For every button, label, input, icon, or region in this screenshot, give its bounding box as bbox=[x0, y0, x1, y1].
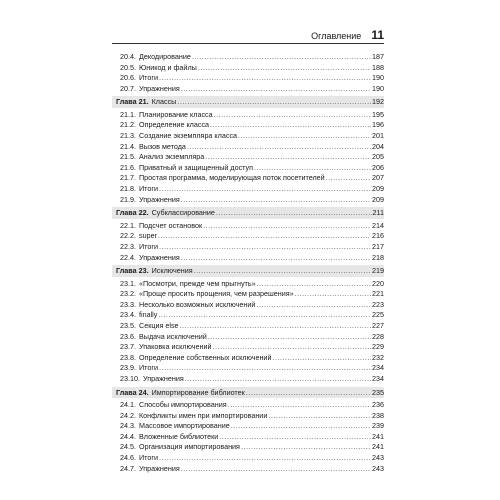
toc-entry bbox=[112, 152, 384, 163]
toc-section bbox=[112, 96, 384, 205]
entry-number: 23.4. bbox=[120, 310, 136, 320]
entry-number: 21.5. bbox=[120, 152, 136, 162]
entry-title: Приватный и защищенный доступ bbox=[139, 162, 254, 172]
dot-leader bbox=[214, 110, 371, 121]
dot-leader bbox=[268, 411, 371, 422]
entry-title: Подсчет остановок bbox=[139, 220, 203, 230]
toc-entry bbox=[112, 231, 384, 242]
entry-page: 217 bbox=[372, 241, 384, 251]
entry-number: 20.4. bbox=[120, 52, 136, 61]
entry-title: Секция else bbox=[139, 320, 179, 330]
entry-number: 20.7. bbox=[120, 83, 136, 93]
entry-page: 243 bbox=[372, 463, 384, 473]
dot-leader bbox=[181, 195, 371, 206]
entry-number: 24.2. bbox=[120, 410, 136, 420]
dot-leader bbox=[257, 279, 371, 290]
entry-page: 243 bbox=[372, 453, 384, 462]
dot-leader bbox=[208, 332, 371, 343]
dot-leader bbox=[159, 363, 371, 374]
entry-page: 196 bbox=[372, 120, 384, 130]
dot-leader bbox=[238, 131, 371, 142]
entry-title: Юникод и файлы bbox=[139, 62, 197, 72]
toc-entry bbox=[112, 52, 384, 63]
entry-page: 234 bbox=[372, 363, 384, 373]
dot-leader bbox=[194, 265, 371, 277]
dot-leader bbox=[212, 342, 371, 353]
dot-leader bbox=[326, 173, 371, 184]
entry-page: 201 bbox=[372, 131, 384, 141]
chapter-label: Глава 21. bbox=[116, 97, 149, 107]
chapter-label: Глава 24. bbox=[116, 387, 149, 397]
entry-title: Упражнения bbox=[139, 463, 180, 473]
entry-number: 23.2. bbox=[120, 289, 136, 299]
entry-page: 239 bbox=[372, 421, 384, 431]
chapter-label: Глава 23. bbox=[116, 266, 149, 276]
entry-number: 23.7. bbox=[120, 342, 136, 352]
entry-page: 234 bbox=[372, 373, 384, 383]
entry-title: Вызов метода bbox=[139, 141, 186, 151]
toc-section bbox=[112, 265, 384, 384]
toc-entry bbox=[112, 142, 384, 153]
entry-page: 214 bbox=[372, 220, 384, 230]
toc-entry bbox=[112, 184, 384, 195]
entry-number: 24.1. bbox=[120, 400, 136, 410]
entry-title: Упражнения bbox=[139, 83, 180, 93]
chapter-title: Классы bbox=[151, 97, 177, 107]
chapter-heading bbox=[112, 387, 384, 399]
dot-leader bbox=[219, 432, 371, 443]
entry-number: 23.3. bbox=[120, 299, 136, 309]
entry-number: 24.3. bbox=[120, 421, 136, 431]
entry-title: «Посмотри, прежде чем прыгнуть» bbox=[139, 278, 256, 288]
toc-entry bbox=[112, 400, 384, 411]
entry-title: Создание экземпляра класса bbox=[139, 131, 238, 141]
entry-title: Упражнения bbox=[142, 373, 184, 383]
toc-entry bbox=[112, 421, 384, 432]
entry-number: 20.6. bbox=[120, 73, 136, 83]
chapter-page: 219 bbox=[372, 266, 384, 276]
entry-page: 223 bbox=[372, 299, 384, 309]
entry-number: 21.7. bbox=[120, 173, 136, 183]
chapter-page: 235 bbox=[372, 387, 384, 397]
dot-leader bbox=[177, 96, 371, 108]
entry-page: 236 bbox=[372, 400, 384, 410]
chapter-title: Исключения bbox=[151, 266, 193, 276]
entry-page: 190 bbox=[372, 83, 384, 93]
entry-title: Вложенные библиотеки bbox=[139, 431, 219, 441]
entry-title: finally bbox=[139, 310, 158, 320]
dot-leader bbox=[256, 300, 371, 311]
entry-page: 227 bbox=[372, 320, 384, 330]
entry-number: 21.6. bbox=[120, 162, 136, 172]
dot-leader bbox=[158, 310, 371, 321]
entry-title: Упражнения bbox=[139, 252, 180, 262]
dot-leader bbox=[241, 442, 371, 453]
entry-page: 229 bbox=[372, 342, 384, 352]
entry-number: 21.3. bbox=[120, 131, 136, 141]
entry-number: 22.2. bbox=[120, 231, 136, 241]
toc-entry bbox=[112, 321, 384, 332]
entry-number: 23.8. bbox=[120, 352, 136, 362]
entry-number: 20.5. bbox=[120, 62, 136, 72]
entry-title: Декодирование bbox=[139, 52, 191, 61]
entry-page: 205 bbox=[372, 152, 384, 162]
toc-entry bbox=[112, 173, 384, 184]
toc-entry bbox=[112, 84, 384, 95]
entry-number: 23.5. bbox=[120, 320, 136, 330]
entry-title: Итоги bbox=[139, 241, 159, 251]
toc-entry bbox=[112, 195, 384, 206]
entry-page: 228 bbox=[372, 331, 384, 341]
entry-page: 187 bbox=[372, 52, 384, 61]
dot-leader bbox=[158, 231, 371, 242]
dot-leader bbox=[210, 120, 371, 131]
entry-page: 232 bbox=[372, 352, 384, 362]
toc-entry bbox=[112, 120, 384, 131]
entry-page: 206 bbox=[372, 162, 384, 172]
dot-leader bbox=[228, 400, 371, 411]
toc-entry bbox=[112, 363, 384, 374]
toc-entry bbox=[112, 374, 384, 385]
dot-leader bbox=[185, 374, 371, 385]
page-number: 11 bbox=[371, 28, 384, 42]
toc-entry bbox=[112, 163, 384, 174]
toc-entry bbox=[112, 221, 384, 232]
entry-number: 22.1. bbox=[120, 220, 136, 230]
toc-entry bbox=[112, 253, 384, 264]
toc-section bbox=[112, 387, 384, 475]
toc-entry bbox=[112, 453, 384, 464]
toc-entry bbox=[112, 110, 384, 121]
dot-leader bbox=[159, 73, 371, 84]
entry-page: 207 bbox=[372, 173, 384, 183]
chapter-page: 192 bbox=[372, 97, 384, 107]
toc-section bbox=[112, 207, 384, 263]
entry-page: 221 bbox=[372, 289, 384, 299]
entry-number: 24.7. bbox=[120, 463, 136, 473]
entry-number: 23.1. bbox=[120, 278, 136, 288]
entry-title: Итоги bbox=[139, 184, 159, 194]
dot-leader bbox=[181, 84, 371, 95]
dot-leader bbox=[246, 387, 371, 399]
toc-section bbox=[112, 52, 384, 94]
dot-leader bbox=[159, 242, 371, 253]
table-of-contents bbox=[112, 52, 384, 476]
dot-leader bbox=[198, 63, 371, 74]
entry-title: Конфликты имен при импортировании bbox=[139, 410, 268, 420]
dot-leader bbox=[216, 207, 372, 219]
entry-page: 241 bbox=[372, 442, 384, 452]
entry-title: Несколько возможных исключений bbox=[139, 299, 256, 309]
entry-page: 218 bbox=[372, 252, 384, 262]
entry-number: 21.1. bbox=[120, 109, 136, 119]
entry-page: 238 bbox=[372, 410, 384, 420]
toc-entry bbox=[112, 63, 384, 74]
entry-title: super bbox=[139, 231, 157, 241]
entry-page: 241 bbox=[372, 431, 384, 441]
chapter-heading bbox=[112, 207, 384, 219]
entry-number: 21.8. bbox=[120, 184, 136, 194]
toc-entry bbox=[112, 342, 384, 353]
dot-leader bbox=[272, 353, 371, 364]
chapter-title: Субклассирование bbox=[151, 208, 215, 218]
toc-entry bbox=[112, 300, 384, 311]
entry-title: Определение собственных исключений bbox=[139, 352, 272, 362]
chapter-heading bbox=[112, 96, 384, 108]
toc-entry bbox=[112, 464, 384, 475]
entry-title: «Проще просить прощения, чем разрешения» bbox=[139, 289, 294, 299]
dot-leader bbox=[181, 253, 371, 264]
entry-title: Выдача исключений bbox=[139, 331, 207, 341]
toc-entry bbox=[112, 310, 384, 321]
toc-entry bbox=[112, 411, 384, 422]
dot-leader bbox=[181, 464, 371, 475]
running-header bbox=[112, 28, 384, 42]
chapter-title: Импортирование библиотек bbox=[151, 387, 245, 397]
dot-leader bbox=[254, 163, 371, 174]
entry-title: Итоги bbox=[139, 363, 159, 373]
toc-entry bbox=[112, 279, 384, 290]
dot-leader bbox=[159, 453, 371, 464]
toc-entry bbox=[112, 442, 384, 453]
toc-entry bbox=[112, 332, 384, 343]
entry-page: 195 bbox=[372, 109, 384, 119]
entry-title: Определение класса bbox=[139, 120, 210, 130]
entry-number: 21.2. bbox=[120, 120, 136, 130]
entry-page: 188 bbox=[372, 62, 384, 72]
entry-title: Массовое импортирование bbox=[139, 421, 230, 431]
dot-leader bbox=[180, 321, 371, 332]
entry-number: 23.9. bbox=[120, 363, 136, 373]
entry-number: 22.3. bbox=[120, 241, 136, 251]
entry-number: 21.4. bbox=[120, 141, 136, 151]
entry-title: Упаковка исключений bbox=[139, 342, 212, 352]
entry-number: 24.5. bbox=[120, 442, 136, 452]
chapter-heading bbox=[112, 265, 384, 277]
toc-entry bbox=[112, 131, 384, 142]
toc-entry bbox=[112, 73, 384, 84]
toc-entry bbox=[112, 432, 384, 443]
header-rule bbox=[112, 43, 384, 44]
dot-leader bbox=[203, 221, 371, 232]
entry-title: Упражнения bbox=[139, 194, 180, 204]
entry-page: 204 bbox=[372, 141, 384, 151]
entry-title: Простая программа, моделирующая поток посетителей bbox=[139, 173, 325, 183]
entry-title: Итоги bbox=[139, 73, 159, 83]
dot-leader bbox=[295, 289, 371, 300]
entry-number: 22.4. bbox=[120, 252, 136, 262]
entry-number: 21.9. bbox=[120, 194, 136, 204]
toc-entry bbox=[112, 353, 384, 364]
entry-title: Анализ экземпляра bbox=[139, 152, 205, 162]
entry-number: 24.6. bbox=[120, 453, 136, 462]
entry-title: Способы импортирования bbox=[139, 400, 227, 410]
entry-title: Организация импортирования bbox=[139, 442, 240, 452]
entry-title: Планирование класса bbox=[139, 109, 213, 119]
entry-page: 209 bbox=[372, 194, 384, 204]
entry-page: 190 bbox=[372, 73, 384, 83]
entry-page: 220 bbox=[372, 278, 384, 288]
entry-title: Итоги bbox=[139, 453, 159, 462]
dot-leader bbox=[205, 152, 371, 163]
dot-leader bbox=[159, 184, 371, 195]
toc-entry bbox=[112, 289, 384, 300]
entry-number: 23.10. bbox=[120, 373, 140, 383]
entry-number: 24.4. bbox=[120, 431, 136, 441]
chapter-page: 211 bbox=[372, 208, 384, 218]
toc-entry bbox=[112, 242, 384, 253]
dot-leader bbox=[231, 421, 371, 432]
entry-page: 209 bbox=[372, 184, 384, 194]
dot-leader bbox=[187, 142, 371, 153]
entry-page: 216 bbox=[372, 231, 384, 241]
running-title: Оглавление bbox=[311, 31, 362, 41]
dot-leader bbox=[192, 52, 371, 63]
entry-page: 225 bbox=[372, 310, 384, 320]
chapter-label: Глава 22. bbox=[116, 208, 149, 218]
entry-number: 23.6. bbox=[120, 331, 136, 341]
